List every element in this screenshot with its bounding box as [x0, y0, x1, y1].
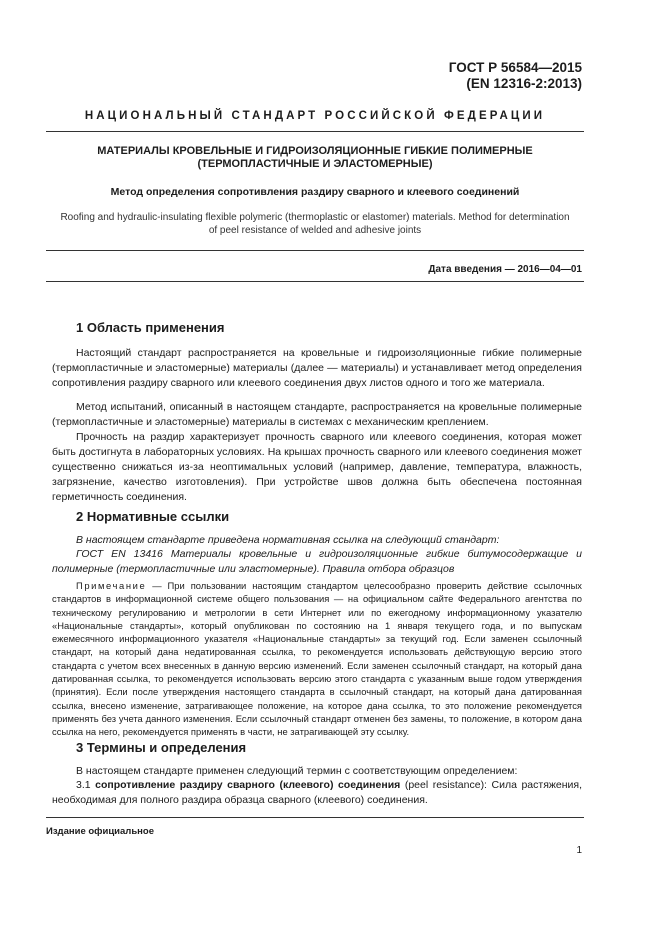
- section-3-heading: 3 Термины и определения: [76, 740, 247, 755]
- document-subtitle: Метод определения сопротивления раздиру сварного и клеевого соединений: [110, 186, 520, 198]
- standard-designation: [360, 60, 582, 92]
- term-definition-paragraph: [52, 778, 582, 808]
- footer-rule: [46, 817, 584, 818]
- term-english: (peel resistance):: [400, 779, 492, 791]
- section-2-note: [52, 579, 582, 739]
- introduction-date: Дата введения — 2016—04—01: [428, 264, 582, 275]
- term-number: 3.1: [76, 779, 96, 791]
- title-line-2: (ТЕРМОПЛАСТИЧНЫЕ И ЭЛАСТОМЕРНЫЕ): [197, 158, 433, 170]
- gost-number: ГОСТ Р 56584—2015: [448, 60, 582, 75]
- page-number: 1: [576, 845, 582, 856]
- english-title: [52, 211, 578, 237]
- section-1-paragraph-3: Прочность на раздир характеризует прочность сварного или клеевого соединения, которая может быть достигнута в лабораторных условиях. На крышах прочность сварного или клеевого соединения может существенно снижаться из-за неоптимальных условий (например, давление, температура, влажность, загрязнение, качество изготовления). При устройстве швов должна быть обеспечена постоянная герметичность соединения.: [52, 431, 582, 503]
- english-title-line-2: of peel resistance of welded and adhesive joints: [208, 225, 422, 236]
- section-2-paragraph-1: В настоящем стандарте приведена нормативная ссылка на следующий стандарт:: [76, 534, 500, 546]
- term-name: сопротивление раздиру сварного (клеевого) соединения: [95, 779, 401, 791]
- english-title-line-1: Roofing and hydraulic-insulating flexible polymeric (thermoplastic or elastomer) materials. Method for determination: [60, 212, 570, 223]
- document-title: [46, 145, 584, 171]
- section-1-heading: 1 Область применения: [76, 320, 225, 335]
- term-definition: Сила растяжения, необходимая для полного раздира образца сварного (клеевого) соединения.: [52, 779, 583, 806]
- header-rule: [46, 131, 584, 132]
- section-2-reference: ГОСТ EN 13416 Материалы кровельные и гидроизоляционные гибкие битумосодержащие и полимерные (термопластичные или эластомерные). Правила отбора образцов: [52, 548, 582, 575]
- note-label: Примечание: [76, 580, 147, 591]
- title-line-1: МАТЕРИАЛЫ КРОВЕЛЬНЫЕ И ГИДРОИЗОЛЯЦИОННЫЕ ГИБКИЕ ПОЛИМЕРНЫЕ: [97, 145, 533, 157]
- title-rule: [46, 250, 584, 251]
- section-3-paragraph-1: В настоящем стандарте применен следующий термин с соответствующим определением:: [76, 765, 518, 777]
- national-standard-banner: НАЦИОНАЛЬНЫЙ СТАНДАРТ РОССИЙСКОЙ ФЕДЕРАЦИИ: [84, 110, 546, 122]
- section-1-paragraph-2: Метод испытаний, описанный в настоящем стандарте, распространяется на кровельные полимерные (термопластичные и эластомерные) материалы в системах с механическим креплением.: [52, 401, 582, 428]
- date-rule: [46, 281, 584, 282]
- section-1-paragraph-1: Настоящий стандарт распространяется на кровельные и гидроизоляционные гибкие полимерные (термопластичные и эластомерные) материалы (далее — материалы) и устанавливает метод определения сопротивления раздиру сварного или клеевого соединения двух листов одного и того же материала.: [52, 347, 582, 389]
- section-2-heading: 2 Нормативные ссылки: [76, 509, 230, 524]
- official-edition-label: Издание официальное: [46, 826, 154, 837]
- en-number: (EN 12316-2:2013): [466, 76, 582, 91]
- note-text: — При пользовании настоящим стандартом целесообразно проверить действие ссылочных стандартов в информационной системе общего пользования — на официальном сайте Федерального агентства по техническому регулированию и метрологии в сети Интернет или по ежегодному информационному указателю «Национальные стандарты», который опубликован по состоянию на 1 января текущего года, и по выпускам ежемесячного информационного указателя «Национальные стандарты» за текущий год. Если заменен ссылочный стандарт, на который дана недатированная ссылка, то рекомендуется использовать действующую версию этого стандарта с учетом всех внесенных в данную версию изменений. Если заменен ссылочный стандарт, на который дана датированная ссылка, то рекомендуется использовать версию этого стандарта с указанным выше годом утверждения (принятия). Если после утверждения настоящего стандарта в ссылочный стандарт, на который дана датированная ссылка, внесено изменение, затрагивающее положение, на которое дана ссылка, то это положение рекомендуется применять без учета данного изменения. Если ссылочный стандарт отменен без замены, то положение, в котором дана ссылка на него, рекомендуется применять в части, не затрагивающей эту ссылку.: [52, 580, 582, 738]
